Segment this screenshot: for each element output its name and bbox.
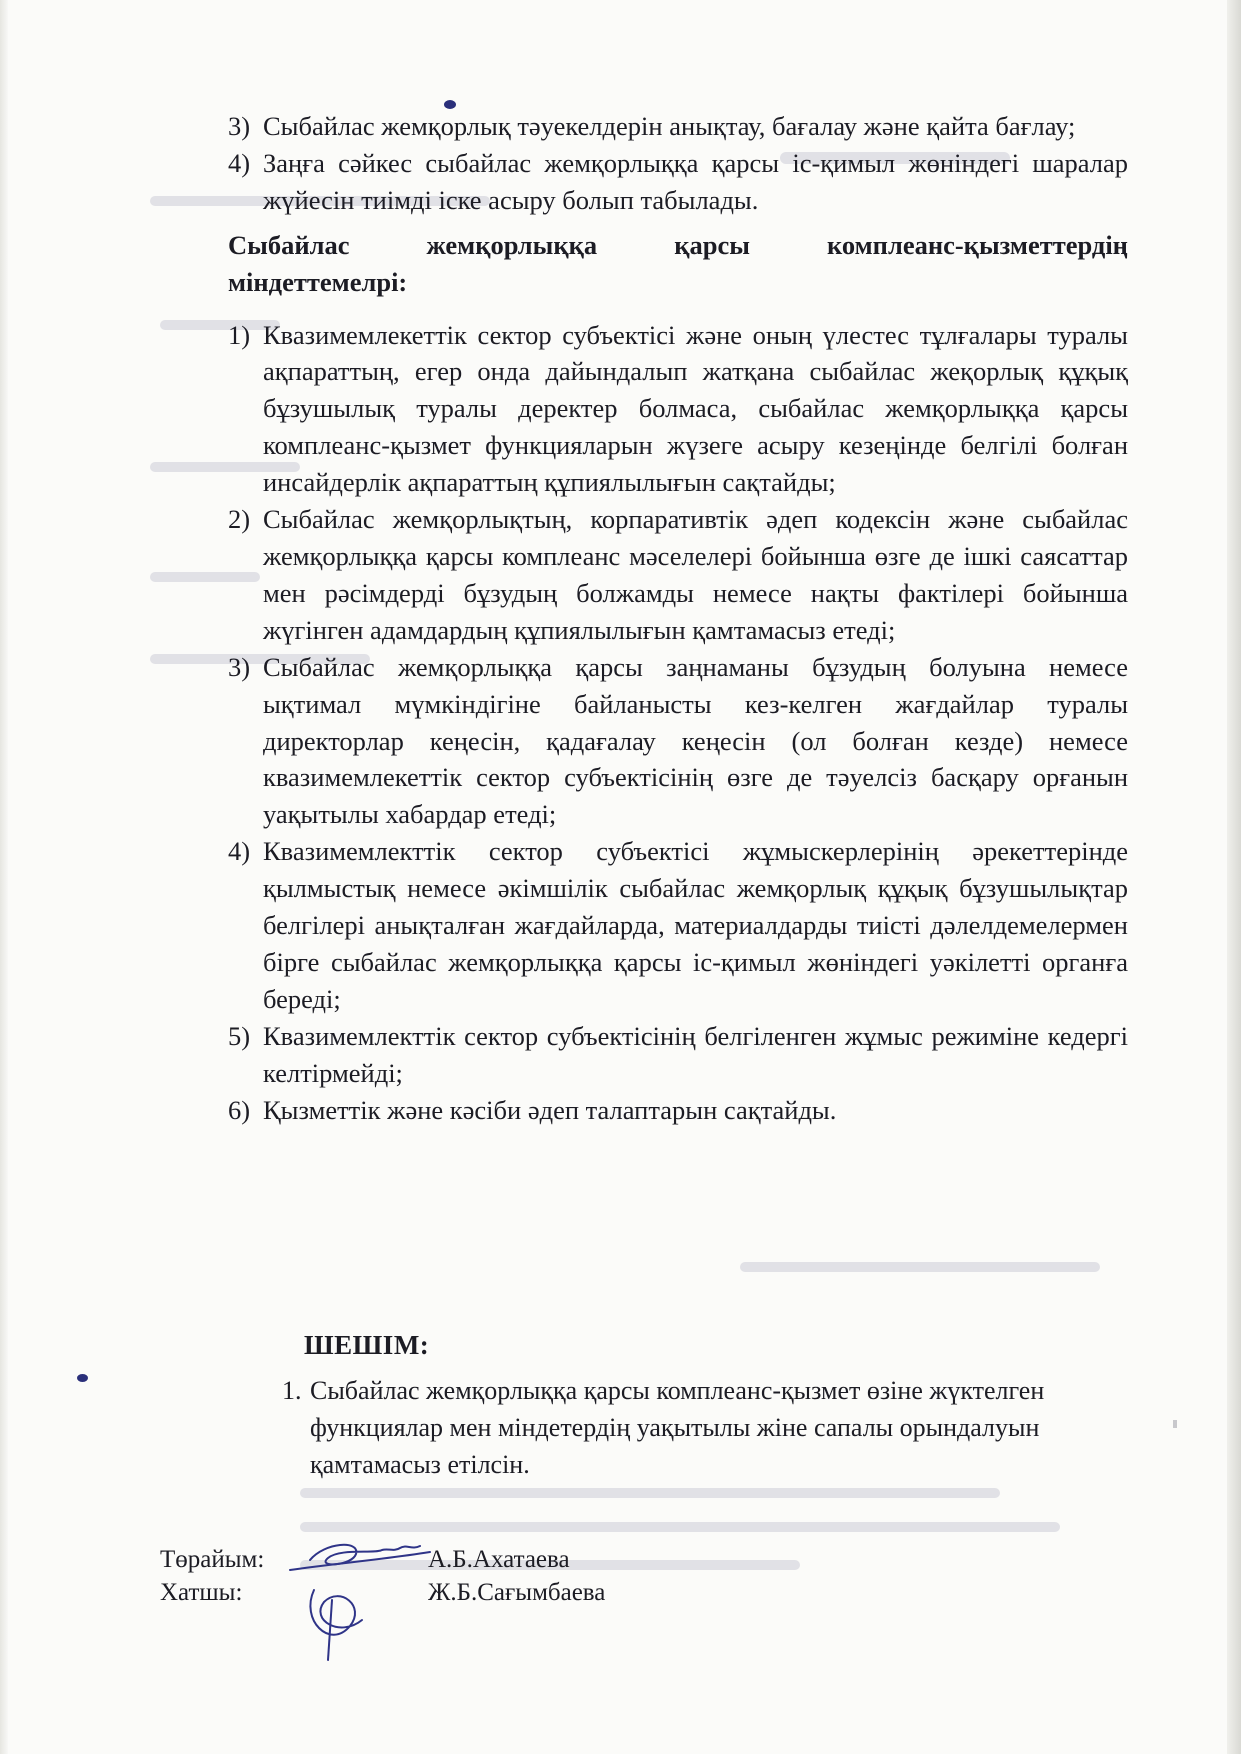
heading-line-2: міндеттемелрі: [228,266,408,297]
duty-text: Квазимемлекттік сектор субъектісінің белгіленген жұмыс режиміне кедергі келтірмейді; [263,1020,1128,1088]
list-item-number: 4) [228,147,251,178]
duty-number: 3) [228,651,251,682]
duty-item [228,833,1128,1018]
decision-block [282,1372,1082,1483]
duty-text: Квазимемлекттік сектор субъектісі жұмыскерлерінің әрекеттерінде қылмыстық немесе әкімшілік сыбайлас жемқорлық құқық бұзушылықтар белгілері анықталған жағдайларда, материалдарды тиісті дәлелдемелермен бірге сыбайлас жемқорлыққа қарсы іс-қимыл жөніндегі уәкілетті органға береді; [263,836,1128,1014]
duty-text: Сыбайлас жемқорлықтың, корпаративтік әдеп кодексін және сыбайлас жемқорлыққа қарсы комплеанс мәселелері бойынша өзге де ішкі саясаттар мен рәсімдерді бұзудың болжамды немесе нақты фактілері бойынша жүгінген адамдардың құпиялылығын қамтамасыз етеді; [263,504,1128,645]
duty-number: 2) [228,504,251,535]
duty-text: Квазимемлекеттік сектор субъектісі және оның үлестес тұлғалары туралы ақпараттың, егер онда дайындалып жатқана сыбайлас жеқорлық құқық бұзушылық туралы деректер болмаса, сыбайлас жемқорлыққа қарсы комплеанс-қызмет функцияларын жүзеге асыру кезеңінде белгілі болған инсайдерлік ақпараттың құпиялылығын сақтайды; [263,319,1128,498]
duty-text: Қызметтік және кәсіби әдеп талаптарын сақтайды. [263,1094,837,1125]
handwritten-signature [270,1530,450,1680]
duty-number: 1) [228,319,251,350]
ink-dot [77,1374,88,1382]
list-item-number: 3) [228,111,251,141]
margin-mark [1173,1420,1177,1428]
secretary-name: Ж.Б.Сағымбаева [428,1579,606,1606]
list-item-text: Сыбайлас жемқорлық тәуекелдерін анықтау, бағалау және қайта бағлау; [263,111,1076,141]
chair-name: А.Б.Ахатаева [428,1546,570,1573]
duty-item [228,649,1128,834]
secretary-role: Хатшы: [160,1579,243,1606]
duty-item [228,317,1128,502]
section-heading [228,227,1128,301]
duty-number: 5) [228,1020,251,1051]
decision-number: 1. [282,1376,302,1405]
list-item-text: Заңға сәйкес сыбайлас жемқорлыққа қарсы іс-қимыл жөніндегі шаралар жүйесін тиімді іске асыру болып табылады. [263,147,1128,215]
list-item [228,108,1128,145]
duty-number: 4) [228,836,251,867]
duty-number: 6) [228,1094,251,1125]
decision-text: Сыбайлас жемқорлыққа қарсы комплеанс-қызмет өзіне жүктелген функциялар мен міндетердің уақытылы жіне сапалы орындалуын қамтамасыз етілсін. [310,1376,1045,1479]
duty-item [228,1092,1128,1129]
duty-item [228,501,1128,649]
chair-role: Төрайым: [160,1546,265,1573]
ink-dot [444,100,456,109]
duty-item [228,1018,1128,1092]
heading-word: жемқорлыққа [426,229,598,260]
duty-text: Сыбайлас жемқорлыққа қарсы заңнаманы бұзудың болуына немесе ықтимал мүмкіндігіне байланысты кез-келген жағдайлар туралы директорлар кеңесін, қадағалау кеңесін (ол болған кезде) немесе квазимемлекеттік сектор субъектісінің өзге де тәуелсіз басқару орғанын уақытылы хабардар етеді; [263,651,1128,830]
heading-word: қарсы [674,229,750,260]
heading-word: комплеанс-қызметтердің [826,229,1128,260]
decision-title: ШЕШІМ: [304,1330,430,1360]
heading-word: Сыбайлас [228,229,350,260]
main-text [228,108,1128,1128]
decision-item [282,1372,1082,1483]
list-item [228,145,1128,219]
